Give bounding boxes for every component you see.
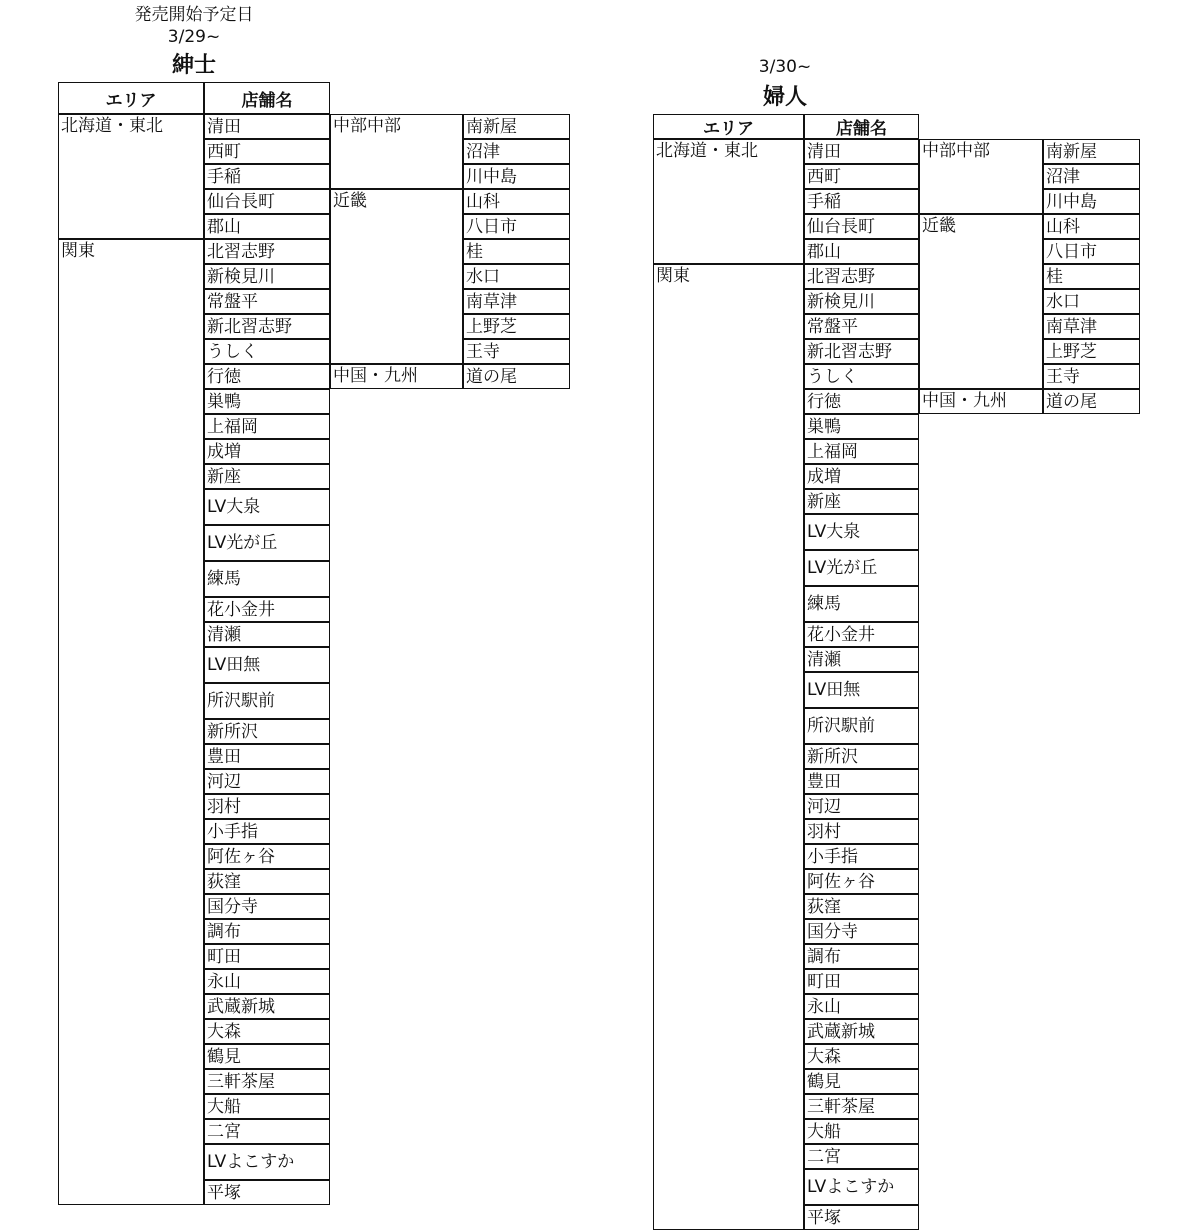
womens-store-cell: うしく [804,364,919,389]
womens-store-cell: 武蔵新城 [804,1019,919,1044]
mens-store-cell: 大船 [204,1094,330,1119]
mens-store-cell: 鶴見 [204,1044,330,1069]
mens-store-cell: 練馬 [204,561,330,597]
womens-store-cell: 永山 [804,994,919,1019]
womens-store-cell: 荻窪 [804,894,919,919]
mens-header-store: 店舗名 [204,82,330,114]
mens-store-cell: 二宮 [204,1119,330,1144]
womens-store-cell: LV光が丘 [804,550,919,586]
womens-store-cell: 北習志野 [804,264,919,289]
womens-store-cell: LV田無 [804,672,919,708]
mens-store-cell: 山科 [463,189,570,214]
womens-store-cell: 新検見川 [804,289,919,314]
mens-area-kinki: 近畿 [330,189,463,364]
womens-store-cell: 仙台長町 [804,214,919,239]
mens-store-cell: うしく [204,339,330,364]
womens-store-cell: 行徳 [804,389,919,414]
mens-store-cell: LV光が丘 [204,525,330,561]
mens-store-cell: LV田無 [204,647,330,683]
womens-store-cell: 小手指 [804,844,919,869]
mens-store-cell: 花小金井 [204,597,330,622]
womens-store-cell: 羽村 [804,819,919,844]
mens-store-cell: 清瀬 [204,622,330,647]
mens-area-hokkaido: 北海道・東北 [58,114,204,239]
womens-store-cell: 常盤平 [804,314,919,339]
womens-store-cell: 清瀬 [804,647,919,672]
mens-store-cell: 所沢駅前 [204,683,330,719]
womens-store-cell: 新所沢 [804,744,919,769]
mens-store-cell: 上福岡 [204,414,330,439]
mens-store-cell: 新検見川 [204,264,330,289]
release-date-label: 発売開始予定日 [134,5,254,25]
womens-store-cell: 水口 [1043,289,1140,314]
mens-store-cell: 上野芝 [463,314,570,339]
mens-store-cell: 羽村 [204,794,330,819]
womens-store-cell: 西町 [804,164,919,189]
mens-store-cell: 三軒茶屋 [204,1069,330,1094]
mens-store-cell: 豊田 [204,744,330,769]
mens-store-cell: 大森 [204,1019,330,1044]
womens-store-cell: 成増 [804,464,919,489]
womens-store-cell: LVよこすか [804,1169,919,1205]
womens-store-cell: 阿佐ヶ谷 [804,869,919,894]
mens-store-cell: 沼津 [463,139,570,164]
womens-store-cell: 大森 [804,1044,919,1069]
mens-area-kanto: 関東 [58,239,204,1205]
mens-store-cell: 手稲 [204,164,330,189]
mens-store-cell: 郡山 [204,214,330,239]
womens-store-cell: 三軒茶屋 [804,1094,919,1119]
mens-store-cell: 仙台長町 [204,189,330,214]
mens-store-cell: LV大泉 [204,489,330,525]
womens-store-cell: 大船 [804,1119,919,1144]
mens-store-cell: 調布 [204,919,330,944]
womens-header-store: 店舗名 [804,114,919,139]
mens-store-cell: 河辺 [204,769,330,794]
mens-store-cell: 新所沢 [204,719,330,744]
mens-store-cell: 永山 [204,969,330,994]
womens-store-cell: 新座 [804,489,919,514]
womens-store-cell: 練馬 [804,586,919,622]
womens-store-cell: 河辺 [804,794,919,819]
womens-store-cell: 二宮 [804,1144,919,1169]
womens-store-cell: LV大泉 [804,514,919,550]
mens-store-cell: 北習志野 [204,239,330,264]
womens-area-kanto: 関東 [653,264,804,1230]
womens-store-cell: 手稲 [804,189,919,214]
womens-store-cell: 町田 [804,969,919,994]
mens-store-cell: 小手指 [204,819,330,844]
mens-store-cell: 川中島 [463,164,570,189]
womens-store-cell: 花小金井 [804,622,919,647]
mens-store-cell: 八日市 [463,214,570,239]
womens-store-cell: 南草津 [1043,314,1140,339]
womens-store-cell: 巣鴨 [804,414,919,439]
womens-area-chugoku: 中国・九州 [919,389,1043,414]
womens-store-cell: 新北習志野 [804,339,919,364]
womens-store-cell: 八日市 [1043,239,1140,264]
mens-store-cell: LVよこすか [204,1144,330,1180]
womens-store-cell: 上福岡 [804,439,919,464]
mens-store-cell: 南新屋 [463,114,570,139]
mens-store-cell: 水口 [463,264,570,289]
mens-store-cell: 西町 [204,139,330,164]
mens-area-chugoku: 中国・九州 [330,364,463,389]
mens-store-cell: 王寺 [463,339,570,364]
mens-store-cell: 常盤平 [204,289,330,314]
womens-area-chubu: 中部中部 [919,139,1043,214]
mens-release-date: 3/29~ [167,27,221,47]
womens-store-cell: 山科 [1043,214,1140,239]
mens-store-cell: 清田 [204,114,330,139]
womens-store-cell: 沼津 [1043,164,1140,189]
mens-store-cell: 新北習志野 [204,314,330,339]
mens-store-cell: 道の尾 [463,364,570,389]
womens-store-cell: 上野芝 [1043,339,1140,364]
womens-store-cell: 鶴見 [804,1069,919,1094]
womens-store-cell: 川中島 [1043,189,1140,214]
womens-store-cell: 南新屋 [1043,139,1140,164]
womens-store-cell: 郡山 [804,239,919,264]
mens-store-cell: 桂 [463,239,570,264]
womens-store-cell: 桂 [1043,264,1140,289]
womens-store-cell: 平塚 [804,1205,919,1230]
womens-store-cell: 王寺 [1043,364,1140,389]
mens-store-cell: 平塚 [204,1180,330,1205]
womens-header-area: エリア [653,114,804,139]
womens-store-cell: 所沢駅前 [804,708,919,744]
womens-store-cell: 道の尾 [1043,389,1140,414]
mens-store-cell: 巣鴨 [204,389,330,414]
womens-title: 婦人 [762,85,807,110]
mens-header-area: エリア [58,82,204,114]
womens-store-cell: 国分寺 [804,919,919,944]
womens-store-cell: 調布 [804,944,919,969]
mens-store-cell: 新座 [204,464,330,489]
mens-title: 紳士 [171,53,216,78]
womens-release-date: 3/30~ [758,57,812,77]
mens-store-cell: 武蔵新城 [204,994,330,1019]
mens-store-cell: 阿佐ヶ谷 [204,844,330,869]
womens-store-cell: 豊田 [804,769,919,794]
mens-store-cell: 国分寺 [204,894,330,919]
womens-area-kinki: 近畿 [919,214,1043,389]
womens-area-hokkaido: 北海道・東北 [653,139,804,264]
mens-store-cell: 荻窪 [204,869,330,894]
womens-store-cell: 清田 [804,139,919,164]
mens-store-cell: 町田 [204,944,330,969]
mens-area-chubu: 中部中部 [330,114,463,189]
mens-store-cell: 行徳 [204,364,330,389]
mens-store-cell: 成増 [204,439,330,464]
mens-store-cell: 南草津 [463,289,570,314]
